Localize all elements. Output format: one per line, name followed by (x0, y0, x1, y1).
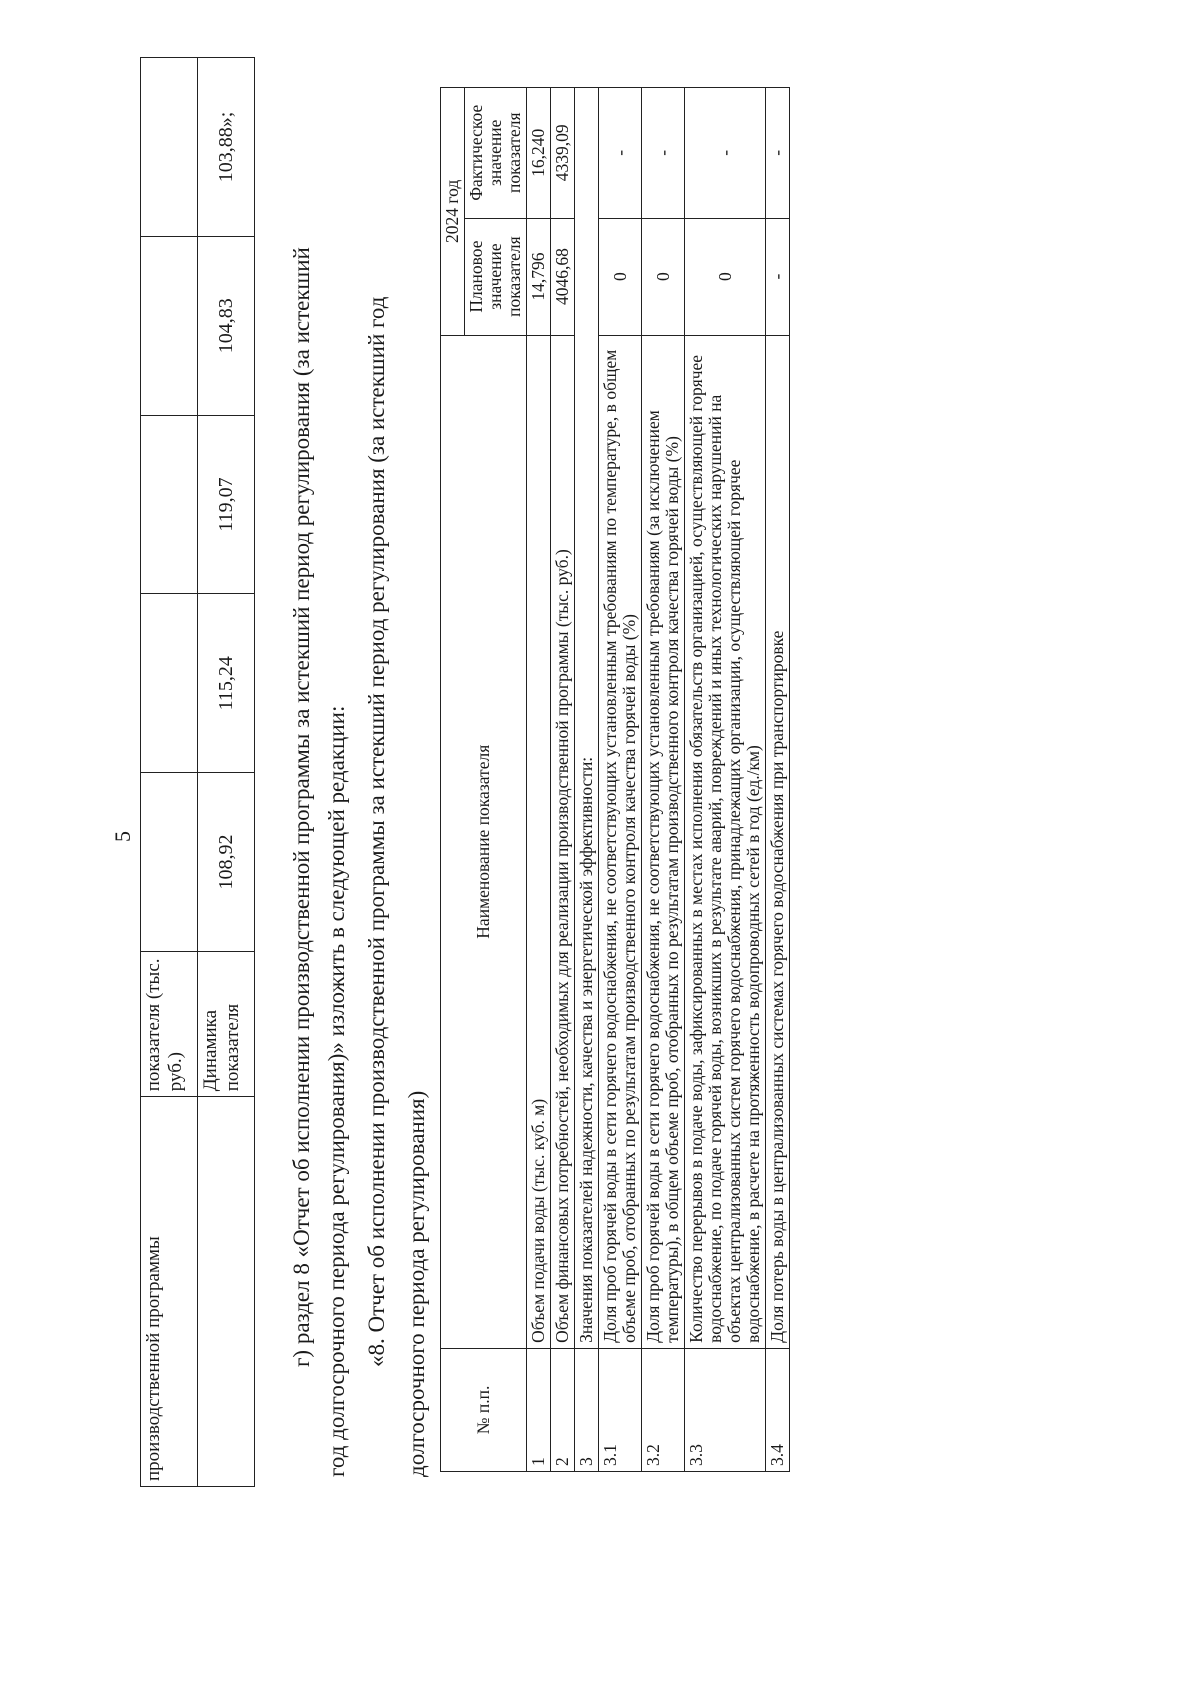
table-row (527, 88, 551, 1472)
unit-cell: показателя (тыс. руб.) (141, 951, 198, 1096)
row-plan: - (766, 218, 790, 335)
table-row (599, 88, 642, 1472)
value-cell: 115,24 (198, 594, 255, 773)
report-table (440, 87, 790, 1472)
row-num: 3.1 (599, 1348, 642, 1471)
page-number: 5 (110, 831, 135, 842)
row-num: 3 (575, 1348, 599, 1471)
row-plan: 0 (685, 218, 766, 335)
row-num: 2 (551, 1348, 575, 1471)
row-fact: - (599, 88, 642, 219)
value-cell: 104,83 (198, 236, 255, 415)
row-name: Доля потерь воды в централизованных системах горячего водоснабжения при транспортировке (766, 335, 790, 1348)
section-heading-cont: долгосрочного периода регулирования) (404, 1090, 429, 1477)
value-cell: 108,92 (198, 773, 255, 952)
header-num: № п.п. (441, 1348, 527, 1471)
table-row (198, 58, 255, 1487)
row-label: производственной программы (141, 1097, 198, 1487)
value-cell: 103,88»; (198, 58, 255, 237)
table-row (575, 88, 599, 1472)
row-num: 1 (527, 1348, 551, 1471)
row-num: 3.2 (642, 1348, 685, 1471)
row-name: Значения показателей надежности, качества и энергетической эффективности: (575, 88, 599, 1349)
table-row (766, 88, 790, 1472)
table-row (642, 88, 685, 1472)
row-fact: - (642, 88, 685, 219)
row-name: Объем финансовых потребностей, необходимых для реализации производственной программы (тыс. руб.) (551, 335, 575, 1348)
program-table-fragment (140, 57, 255, 1487)
row-name: Количество перерывов в подаче воды, зафиксированных в местах исполнения обязательств организацией, осуществляющей горячее водоснабжение, по подаче горячей воды, возникших в результате аварий, повреждений и иных технологических нарушений на объектах централизованных систем горячего водоснабжения, принадлежащих организации, осуществляющей горячее водоснабжение, в расчете на протяженность водопроводных сетей в год (ед./км) (685, 335, 766, 1348)
row-plan: 14,796 (527, 218, 551, 335)
header-plan: Плановое значение показателя (465, 218, 527, 335)
row-num: 3.4 (766, 1348, 790, 1471)
amendment-paragraph-cont: год долгосрочного периода регулирования)» изложить в следующей редакции: (324, 705, 349, 1477)
row-name: Доля проб горячей воды в сети горячего водоснабжения, не соответствующих установленным требованиям (за исключением температуры), в общем объеме проб, отобранных по результатам производственного контроля качества горячей воды (%) (642, 335, 685, 1348)
row-plan: 0 (599, 218, 642, 335)
unit-cell: Динамика показателя (198, 951, 255, 1096)
table-row (141, 58, 198, 1487)
header-name: Наименование показателя (441, 335, 527, 1348)
row-plan: 4046,68 (551, 218, 575, 335)
row-label (198, 1097, 255, 1487)
row-fact: 4339,09 (551, 88, 575, 219)
row-fact: - (766, 88, 790, 219)
value-cell: 119,07 (198, 415, 255, 594)
table-row (685, 88, 766, 1472)
row-num: 3.3 (685, 1348, 766, 1471)
row-name: Объем подачи воды (тыс. куб. м) (527, 335, 551, 1348)
header-fact: Фактическое значение показателя (465, 88, 527, 219)
row-fact: - (685, 88, 766, 219)
header-row (441, 88, 465, 1472)
header-year: 2024 год (441, 88, 465, 336)
section-heading: «8. Отчет об исполнении производственной программы за истекший период регулирования (за истекший год (364, 296, 389, 1367)
amendment-paragraph: г) раздел 8 «Отчет об исполнении производственной программы за истекший период регулирования (за истекший (289, 247, 314, 1367)
row-fact: 16,240 (527, 88, 551, 219)
table-row (551, 88, 575, 1472)
row-plan: 0 (642, 218, 685, 335)
row-name: Доля проб горячей воды в сети горячего водоснабжения, не соответствующих установленным требованиям по температуре, в общем объеме проб, отобранных по результатам производственного контроля качества горячей воды (%) (599, 335, 642, 1348)
